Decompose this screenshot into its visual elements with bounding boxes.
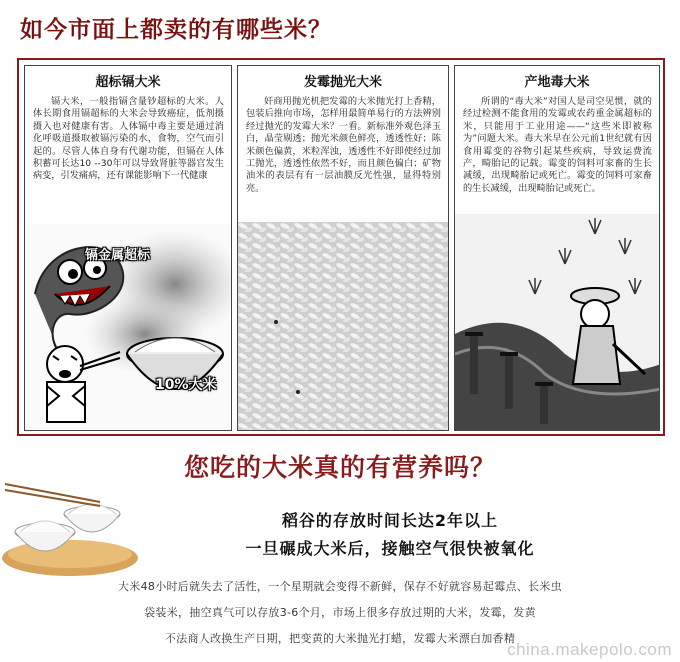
panel-title: 产地毒大米: [524, 75, 590, 90]
panel-text: 镉大米，一般指镉含量钞超标的大米。人体长期食用镉超标的大米会导致癌症，低剂摄摄入也对健康有害。人体镉中毒主要是通过消化呼吸道摄取被镉污染的水，食物，空气而引起的。尽管人体自身有代谢功能，但镉在人体积蓄可长达10 --30年可以导致肾脏等器官发生病变，引发痛病，还有课能影响下一代健康: [33, 96, 224, 182]
panel-cadmium-rice: [24, 65, 232, 431]
section-title: 您吃的大米真的有营养吗？: [183, 453, 496, 482]
cadmium-cartoon-image: [25, 224, 232, 431]
page-title: 如今市面上都卖的有哪些米？: [20, 17, 332, 43]
rice-bowls-photo: [0, 470, 140, 580]
body-line: 不法商人改换生产日期，把变黄的大米抛光打蜡，发霉大米漂白加香精: [164, 632, 516, 645]
headline-oxidation: 一旦碾成大米后，接触空气很快被氧化: [245, 539, 535, 558]
warning-label: 镉金属超标: [85, 248, 151, 263]
polluted-farm-cartoon-image: [455, 214, 660, 431]
panel-title: 发霉抛光大米: [303, 75, 382, 90]
percent-label: 10%大米: [155, 377, 217, 393]
panel-toxic-origin-rice: [454, 65, 660, 431]
body-line: 大米48小时后就失去了活性，一个星期就会变得不新鲜，保存不好就容易起霉点、长米虫: [118, 580, 562, 593]
body-line: 袋装米，抽空真气可以存放3-6个月，市场上很多存放过期的大米，发霉，发黄: [144, 606, 536, 619]
headline-storage: 稻谷的存放时间长达2年以上: [281, 511, 499, 530]
panel-title: 超标镉大米: [95, 75, 161, 90]
panels-frame: [17, 58, 665, 436]
rice-grains-photo: [238, 222, 449, 431]
panel-text: 奸商用抛光机把发霉的大米抛光打上香精，包装后推向市场，怎样用最简单易行的方法辨别经过抛光的发霉大米？一看。新标准外观色泽玉白，晶莹剔透；抛光米颜色鲜亮，透透性好；陈米颜色偏黄，米粒浑浊，透透性不好即使经过加工抛光，透透性依然不好，而且颜色偏白；矿物油米的表层有有一层油膜反光性强，显得特别亮。: [246, 96, 441, 194]
watermark: china.makepolo.com: [507, 640, 672, 659]
panel-moldy-polished-rice: [237, 65, 449, 431]
panel-text: 所谓的“毒大米”对国人是司空见惯，就的经过检测不能食用的发霉或农药重金属超标的米，只能用于工业用途——“这些米即被称为”问题大米。毒大米早在公元前1世纪就有因食用霉变的谷物引起某些疾病，导致运费流产，畸胎记的记载。霉变的饲料可家畜的生长减缓，出现畸胎记或死亡。霉变的饲料可家畜的生长减缓，出现畸胎记或死亡。: [463, 96, 652, 194]
